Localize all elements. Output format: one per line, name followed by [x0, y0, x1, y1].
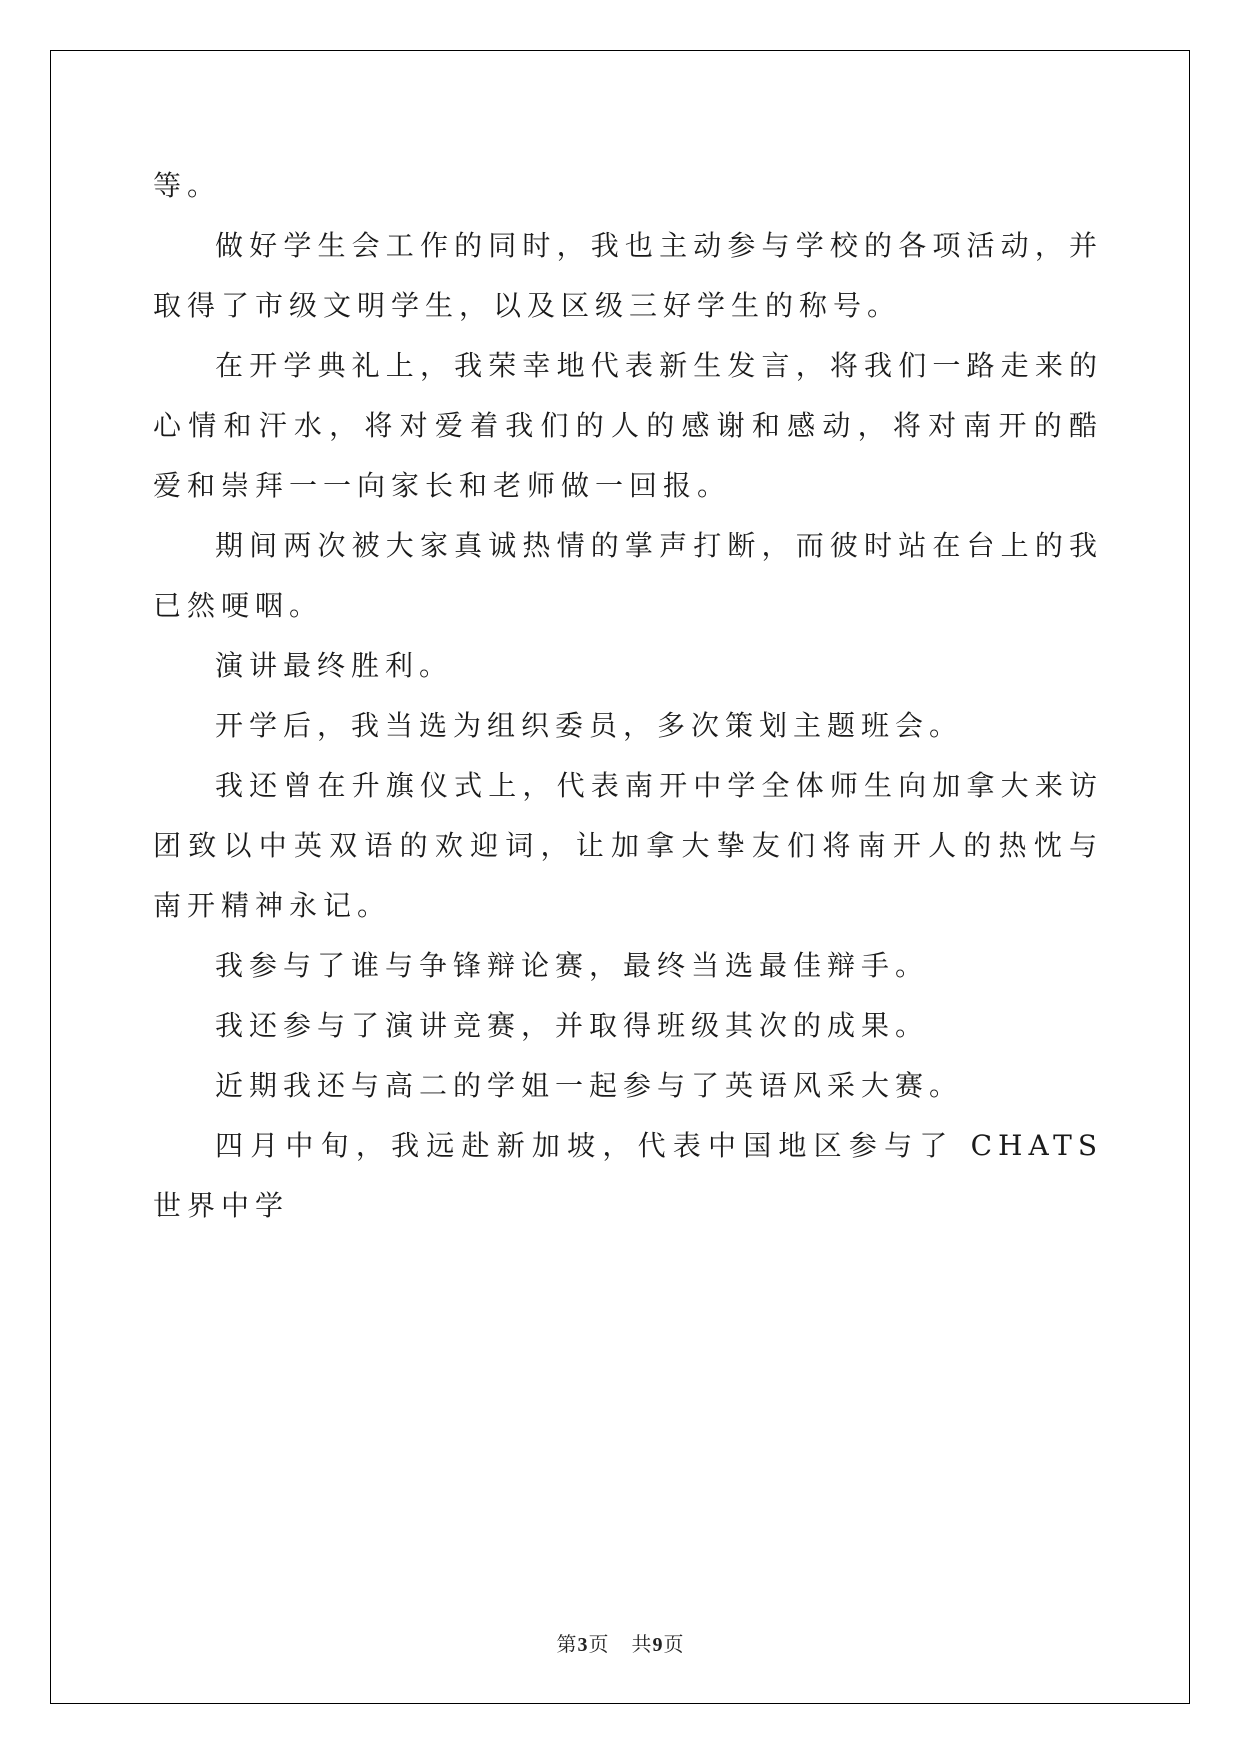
paragraph-8: 我参与了谁与争锋辩论赛，最终当选最佳辩手。 [215, 949, 930, 982]
paragraph-5: 演讲最终胜利。 [215, 649, 454, 682]
paragraph-3: 在开学典礼上，我荣幸地代表新生发言，将我们一路走来的心情和汗水，将对爱着我们的人的感谢和感动，将对南开的酷爱和崇拜一一向家长和老师做一回报。 [153, 349, 1103, 502]
footer-total-prefix: 共 [631, 1632, 653, 1656]
footer-total-suffix: 页 [663, 1632, 685, 1656]
paragraph-6: 开学后，我当选为组织委员，多次策划主题班会。 [215, 709, 964, 742]
paragraph-1: 等。 [153, 169, 222, 202]
current-page-number: 3 [577, 1634, 589, 1656]
document-body [153, 156, 1103, 1236]
paragraph-10: 近期我还与高二的学姐一起参与了英语风采大赛。 [215, 1069, 964, 1102]
paragraph-11: 四月中旬，我远赴新加坡，代表中国地区参与了 CHATS 世界中学 [153, 1129, 1103, 1222]
footer-page-word: 页 [588, 1632, 610, 1656]
paragraph-9: 我还参与了演讲竞赛，并取得班级其次的成果。 [215, 1009, 930, 1042]
footer-prefix: 第 [556, 1632, 578, 1656]
page-footer [0, 1628, 1241, 1657]
paragraph-4: 期间两次被大家真诚热情的掌声打断，而彼时站在台上的我已然哽咽。 [153, 529, 1103, 622]
paragraph-7: 我还曾在升旗仪式上，代表南开中学全体师生向加拿大来访团致以中英双语的欢迎词，让加拿大挚友们将南开人的热忱与南开精神永记。 [153, 769, 1103, 922]
paragraph-2: 做好学生会工作的同时，我也主动参与学校的各项活动，并取得了市级文明学生，以及区级三好学生的称号。 [153, 229, 1103, 322]
total-pages-number: 9 [652, 1634, 664, 1656]
